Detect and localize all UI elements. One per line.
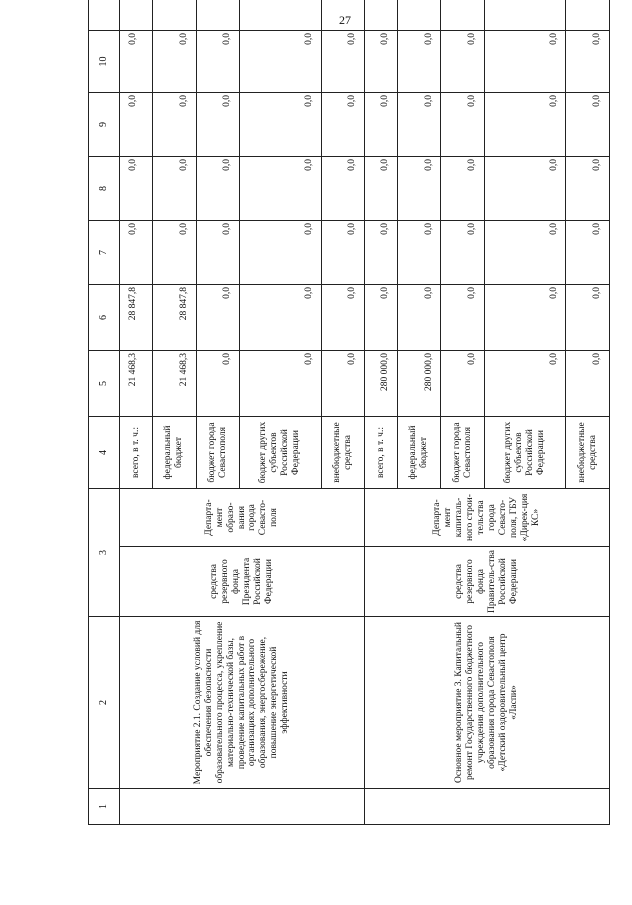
- value-cell: [566, 0, 610, 31]
- value-cell: 0,0: [484, 351, 566, 417]
- value-cell: 0,0: [239, 31, 321, 93]
- value-cell: 280 000,0: [398, 351, 441, 417]
- value-cell: 0,0: [364, 221, 397, 285]
- value-cell: 0,0: [196, 157, 239, 221]
- header-cell: 3: [89, 489, 120, 617]
- value-cell: 0,0: [484, 221, 566, 285]
- value-cell: 0,0: [120, 221, 153, 285]
- value-cell: 0,0: [239, 93, 321, 157]
- value-cell: 0,0: [566, 31, 610, 93]
- page-number: 27: [339, 13, 351, 27]
- value-cell: [153, 0, 196, 31]
- value-cell: 0,0: [239, 351, 321, 417]
- value-cell: 0,0: [153, 31, 196, 93]
- value-cell: 0,0: [398, 31, 441, 93]
- value-cell: 0,0: [566, 157, 610, 221]
- budget-type: бюджет города Севастополя: [441, 417, 484, 489]
- value-cell: 0,0: [484, 93, 566, 157]
- value-cell: 0,0: [321, 31, 364, 93]
- value-cell: 0,0: [321, 221, 364, 285]
- rotated-table-container: [88, 33, 610, 825]
- value-cell: 0,0: [321, 351, 364, 417]
- value-cell: 0,0: [153, 93, 196, 157]
- value-cell: 0,0: [441, 157, 484, 221]
- value-cell: 0,0: [239, 285, 321, 351]
- budget-table: [88, 0, 610, 825]
- budget-type: внебюджетные средства: [321, 417, 364, 489]
- value-cell: 0,0: [441, 351, 484, 417]
- value-cell: [196, 0, 239, 31]
- budget-type: всего, в т. ч.:: [120, 417, 153, 489]
- table-row: [364, 0, 397, 825]
- executor: Департа-мент образо-вания города Севасто-поля: [120, 489, 365, 547]
- value-cell: 0,0: [196, 285, 239, 351]
- value-cell: [484, 0, 566, 31]
- header-cell: 5: [89, 351, 120, 417]
- value-cell: 0,0: [441, 285, 484, 351]
- header-cell: 6: [89, 285, 120, 351]
- header-row: [89, 0, 120, 825]
- value-cell: 0,0: [239, 157, 321, 221]
- value-cell: 0,0: [153, 221, 196, 285]
- value-cell: 28 847,8: [120, 285, 153, 351]
- value-cell: 280 000,0: [364, 351, 397, 417]
- value-cell: 0,0: [196, 31, 239, 93]
- header-cell: 10: [89, 31, 120, 93]
- value-cell: 0,0: [566, 221, 610, 285]
- header-cell: 9: [89, 93, 120, 157]
- table-row: [120, 0, 153, 825]
- value-cell: [398, 0, 441, 31]
- header-cell: 7: [89, 221, 120, 285]
- measure-name: Основное мероприятие 3. Капитальный ремонт Государственного бюджетного учреждения дополнительного образования города Севастополя «Детский оздоровительный центр «Ласпи»: [364, 617, 609, 789]
- executor: Департа-мент капиталь-ного строи-тельства города Севасто-поля, ГБУ «Дирек-ция КС»: [364, 489, 609, 547]
- value-cell: [441, 0, 484, 31]
- value-cell: 0,0: [364, 285, 397, 351]
- value-cell: 0,0: [398, 221, 441, 285]
- value-cell: [364, 0, 397, 31]
- value-cell: 0,0: [120, 157, 153, 221]
- header-cell: 4: [89, 417, 120, 489]
- value-cell: 21 468,3: [120, 351, 153, 417]
- budget-type: бюджет других субъектов Российской Федерации: [239, 417, 321, 489]
- budget-type: бюджет других субъектов Российской Федерации: [484, 417, 566, 489]
- value-cell: 0,0: [364, 93, 397, 157]
- value-cell: 0,0: [566, 285, 610, 351]
- value-cell: 0,0: [196, 221, 239, 285]
- value-cell: 0,0: [398, 157, 441, 221]
- value-cell: 0,0: [364, 157, 397, 221]
- header-cell: 8: [89, 157, 120, 221]
- value-cell: 0,0: [321, 93, 364, 157]
- value-cell: [120, 0, 153, 31]
- budget-type: бюджет города Севастополя: [196, 417, 239, 489]
- value-cell: 0,0: [566, 93, 610, 157]
- header-cell: [89, 0, 120, 31]
- value-cell: 0,0: [441, 93, 484, 157]
- value-cell: 0,0: [153, 157, 196, 221]
- funding-source: средства резервного фонда Президента Российской Федерации: [120, 547, 365, 617]
- value-cell: 21 468,3: [153, 351, 196, 417]
- value-cell: 0,0: [441, 31, 484, 93]
- value-cell: 0,0: [484, 285, 566, 351]
- value-cell: 0,0: [566, 351, 610, 417]
- value-cell: 0,0: [120, 93, 153, 157]
- value-cell: 0,0: [364, 31, 397, 93]
- header-cell: 1: [89, 789, 120, 825]
- measure-name: Мероприятие 2.1. Создание условий для обеспечения безопасности образовательного процесса, укрепление материально-технической базы, проведение капитальных работ в организациях дополнительного образования, энергосбережение, повышение энергетической эффективности: [120, 617, 365, 789]
- index-cell: [120, 789, 365, 825]
- budget-type: федеральный бюджет: [153, 417, 196, 489]
- value-cell: 0,0: [196, 351, 239, 417]
- value-cell: 28 847,8: [153, 285, 196, 351]
- budget-type: внебюджетные средства: [566, 417, 610, 489]
- value-cell: 0,0: [484, 157, 566, 221]
- value-cell: 0,0: [484, 31, 566, 93]
- budget-type: федеральный бюджет: [398, 417, 441, 489]
- index-cell: [364, 789, 609, 825]
- value-cell: 0,0: [441, 221, 484, 285]
- value-cell: 0,0: [239, 221, 321, 285]
- value-cell: 0,0: [321, 157, 364, 221]
- budget-type: всего, в т. ч.:: [364, 417, 397, 489]
- value-cell: 0,0: [398, 93, 441, 157]
- value-cell: 0,0: [321, 285, 364, 351]
- value-cell: [321, 0, 364, 31]
- value-cell: 0,0: [398, 285, 441, 351]
- header-cell: 2: [89, 617, 120, 789]
- funding-source: средства резервного фонда Правитель-ства Российской Федерации: [364, 547, 609, 617]
- value-cell: [239, 0, 321, 31]
- value-cell: 0,0: [196, 93, 239, 157]
- value-cell: 0,0: [120, 31, 153, 93]
